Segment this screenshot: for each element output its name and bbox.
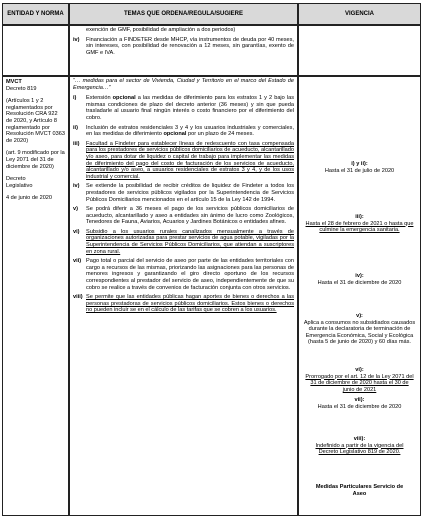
item-v: v) Se podrá diferir a 36 meses el pago de los servicios públicos domiciliarios de acueducto, alcantarillado y aseo a entidades sin ánimo de lucro como Zoológicos, Tenedores de Fauna, Aviarios, Acuarios y Jardines Botánicos o entidades afines. <box>73 206 294 226</box>
entity-date: 4 de junio de 2020 <box>6 195 53 202</box>
prev-item-iv: iv) Financiación a FINDETER desde MHCP, vía instrumentos de deuda por 40 meses, sin intereses, con posibilidad de renovación a 12 meses, sin garantías, exento de GMF e IVA. <box>73 36 294 56</box>
prev-validity-cell <box>298 25 421 76</box>
prev-item-tail: exención de GMF, posibilidad de ampliación a dos periodos) <box>86 27 236 33</box>
header-validity: VIGENCIA <box>298 3 421 25</box>
entity-cell <box>2 76 69 516</box>
topics-cell <box>69 76 298 516</box>
intro-text: “… medidas para el sector de Vivienda, Ciudad y Territorio en el marco del Estado de Emergencia…” <box>73 78 294 91</box>
validity-vii: vii): Hasta el 31 de diciembre de 2020 <box>317 397 402 410</box>
validity-vi: vi): Prorrogado por el art. 12 de la Ley 2071 del 31 de diciembre de 2020 hasta el 30 de junio de 2021 <box>305 367 414 393</box>
item-ii: ii) Inclusión de estratos residenciales 3 y 4 y los usuarios industriales y comerciales, en las medidas de diferimiento opcional por un plazo de 24 meses. <box>73 124 294 138</box>
validity-i-ii: i) y ii): Hasta el 31 de julio de 2020 <box>324 161 395 174</box>
item-viii: viii) Se permite que las entidades públicas hagan aportes de bienes o derechos a las personas prestadoras de servicios públicos domiciliarios. Estos bienes o derechos no pueden incluir se en el cálculo de las tarifas que se cobren a los usuarios. <box>73 294 294 314</box>
item-vi: vi) Subsidio a los usuarios rurales canalizados mensualmente a través de organizaciones autorizadas para prestar servicios de agua potable, vigiladas por la Superintendencia de Servicios Públicos Domiciliarios, que atiendan a suscriptores en zona rural. <box>73 228 294 255</box>
item-vii: vii) Pago total o parcial del servicio de aseo por parte de las entidades territoriales con cargo a recursos de las mismas, priorizando las asignaciones para las personas de menores ingresos y garantizando el giro directo oportuno de los recursos correspondientes al prestador del servicio de aseo, independientemente de que su cobro se realice a través de convenios de facturación conjunta con otros servicios. <box>73 258 294 291</box>
entity-name: MVCT <box>6 79 22 85</box>
validity-iv: iv): Hasta el 31 de diciembre de 2020 <box>317 273 402 286</box>
entity-note-modified: (art. 9 modificado por la Ley 2071 del 31 de diciembre de 2020) <box>6 150 65 170</box>
validity-v: v): Aplica a consumos no subsidiados causados durante la declaratoria de terminación de Emergencia Económica, Social y Ecológica (hasta 5 de junio de 2020) y 60 días más. <box>303 313 416 346</box>
header-topics: TEMAS QUE ORDENA/REGULA/SUGIERE <box>69 3 298 25</box>
item-i: i) Extensión opcional a las medidas de diferimiento para los estratos 1 y 2 bajo las mismas condiciones de plazo del decreto anterior (36 meses) y sin que pueda trasladarle al usuario final ningún interés o costo financiero por el diferimiento del cobro. <box>73 95 295 121</box>
entity-legislative-1: Decreto <box>6 176 26 183</box>
header-entity: ENTIDAD Y NORMA <box>2 3 69 25</box>
entity-note-articles: (Artículos 1 y 2 reglamentados por Resolución CRA 922 de 2020, y Artículo 8 reglamentado por Resolución MVCT 0363 de 2020) <box>6 98 65 144</box>
item-iv: iv) Se extiende la posibilidad de recibir créditos de liquidez de Findeter a todos los prestadores de servicios públicos vigilados por la Superintendencia de Servicios Públicos Domiciliarios mencionados en el artículo 15 de la Ley 142 de 1994. <box>73 183 294 203</box>
validity-footer: Medidas Particulares Servicio de Aseo <box>315 484 404 497</box>
entity-decree: Decreto 819 <box>6 85 37 92</box>
entity-legislative-2: Legislativo <box>6 182 33 189</box>
prev-entity-cell <box>2 25 69 76</box>
validity-iii: iii): Hasta el 28 de febrero de 2021 o hasta que culmine la emergencia sanitaria. <box>305 214 414 234</box>
validity-cell <box>298 76 421 516</box>
prev-topics-cell <box>69 25 298 76</box>
item-iii: iii) Facultad a Findeter para establecer líneas de redescuento con tasa compensada para los prestadores de servicios públicos domiciliarios de acueducto, alcantarillado y/o aseo, para dotar de liquidez o capital de trabajo para implementar las medidas de diferimiento del pago del costo de facturación de los servicios de acueducto, alcantarillado y/o aseo, a usuarios residenciales de estratos 3 y 4, y de los usos industrial y comercial. <box>73 140 294 180</box>
validity-viii: viii): Indefinido a partir de la vigencia del Decreto Legislativo 819 de 2020. <box>315 436 404 456</box>
